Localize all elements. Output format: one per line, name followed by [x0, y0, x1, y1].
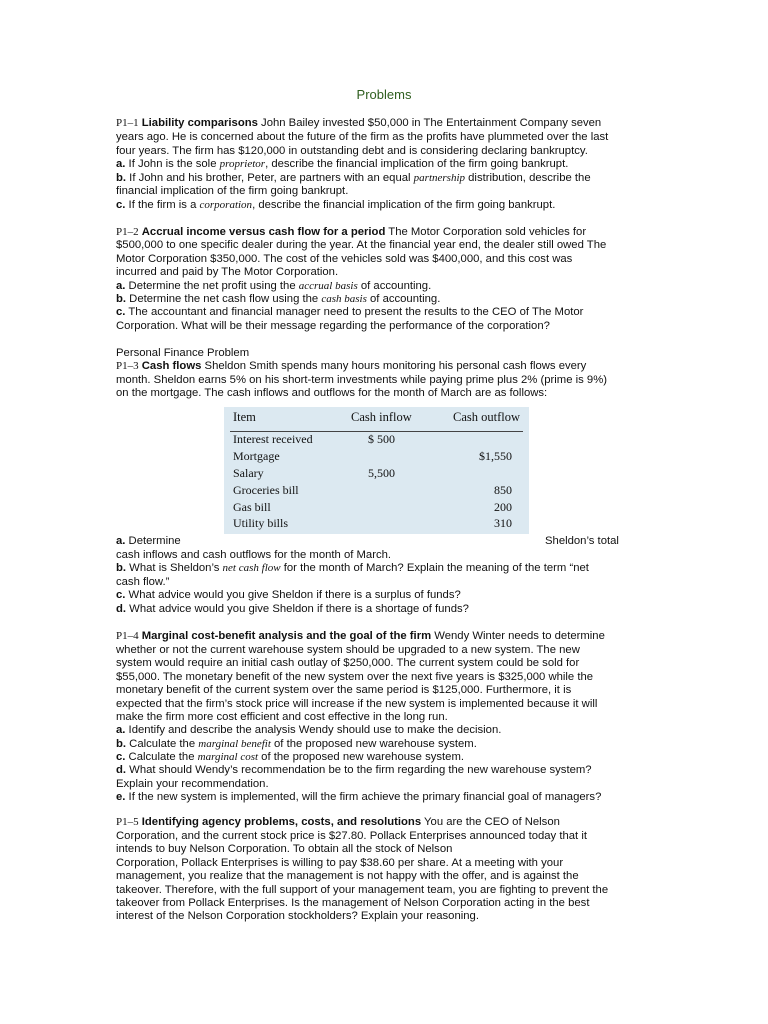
key-term: accrual basis	[298, 280, 358, 292]
problem-3-line-2: month. Sheldon earns 5% on his short-term investments while paying prime plus 2% (prime is 9%)	[116, 374, 608, 386]
question-b	[116, 738, 656, 752]
question-text: Determine the net profit using the	[125, 280, 299, 292]
problem-4-line-4: $55,000. The monetary benefit of the new system over the next five years is $325,000 while the	[116, 671, 594, 683]
question-text: The accountant and financial manager need to present the results to the CEO of The Motor	[125, 306, 584, 318]
table-cell-item: Utility bills	[233, 516, 289, 530]
question-label: a.	[116, 724, 126, 736]
question-a-right: Sheldon’s total	[545, 535, 619, 547]
question-text: of accounting.	[357, 280, 432, 292]
question-label: d.	[116, 764, 127, 776]
question-text: What should Wendy’s recommendation be to the firm regarding the new warehouse system?	[126, 764, 592, 776]
problem-5-line-4: Corporation, Pollack Enterprises is willing to pay $38.60 per share. At a meeting with your	[116, 857, 564, 869]
question-label: c.	[116, 306, 126, 318]
question-c	[116, 306, 656, 320]
problem-1-line-3: four years. The firm has $120,000 in outstanding debt and is considering declaring bankruptcy.	[116, 145, 588, 157]
question-text: , describe the financial implication of the firm going bankrupt.	[252, 199, 556, 211]
problem-1-line-2: years ago. He is concerned about the future of the firm as the profits have plummeted over the last	[116, 131, 609, 143]
table-cell-outflow: $1,550	[479, 449, 512, 463]
question-text: What advice would you give Sheldon if there is a shortage of funds?	[126, 603, 469, 615]
table-cell-outflow: 310	[494, 516, 512, 530]
problem-3-line-1	[116, 360, 656, 374]
question-label: b.	[116, 172, 127, 184]
question-c	[116, 199, 656, 213]
question-label: b.	[116, 738, 127, 750]
question-text: What advice would you give Sheldon if there is a surplus of funds?	[125, 589, 461, 601]
question-label: c.	[116, 751, 126, 763]
question-label: a.	[116, 280, 126, 292]
question-text: If John is the sole	[125, 158, 220, 170]
problem-heading: Liability comparisons	[141, 117, 258, 129]
question-a	[116, 280, 656, 294]
problem-text: The Motor Corporation sold vehicles for	[385, 226, 587, 238]
question-label: e.	[116, 791, 126, 803]
question-label: a.	[116, 535, 126, 547]
problem-5-line-3: intends to buy Nelson Corporation. To obtain all the stock of Nelson	[116, 843, 453, 855]
question-c	[116, 589, 656, 603]
problem-number: P1–3	[116, 360, 139, 372]
question-d-line-2: Explain your recommendation.	[116, 778, 269, 790]
key-term: net cash flow	[222, 562, 281, 574]
table-cell-item: Groceries bill	[233, 483, 299, 497]
question-text: Identify and describe the analysis Wendy should use to make the decision.	[125, 724, 502, 736]
question-text: Calculate the	[125, 751, 198, 763]
table-cell-inflow: $ 500	[368, 432, 395, 446]
problem-number: P1–2	[116, 226, 139, 238]
question-a	[116, 724, 656, 738]
problem-number: P1–4	[116, 630, 139, 642]
problem-number: P1–1	[116, 117, 139, 129]
problem-number: P1–5	[116, 816, 139, 828]
table-cell-item: Salary	[233, 466, 264, 480]
question-c	[116, 751, 656, 765]
question-d	[116, 603, 656, 617]
question-text: If the new system is implemented, will the firm achieve the primary financial goal of managers?	[125, 791, 602, 803]
question-label: c.	[116, 199, 126, 211]
question-b	[116, 172, 656, 186]
question-text: Determine the net cash flow using the	[126, 293, 322, 305]
key-term: partnership	[413, 172, 466, 184]
table-cell-outflow: 200	[494, 500, 512, 514]
question-label: b.	[116, 562, 127, 574]
problem-5-line-5: management, you realize that the management is not happy with the offer, and is against the	[116, 870, 579, 882]
problem-heading: Marginal cost-benefit analysis and the goal of the firm	[141, 630, 432, 642]
question-text: If John and his brother, Peter, are partners with an equal	[126, 172, 414, 184]
question-b-line-2: cash flow.”	[116, 576, 170, 588]
table-header-inflow: Cash inflow	[351, 410, 412, 424]
section-label: Personal Finance Problem	[116, 347, 250, 359]
question-d	[116, 764, 656, 778]
question-text: of the proposed new warehouse system.	[270, 738, 477, 750]
question-label: c.	[116, 589, 126, 601]
problem-4-line-7: make the firm more cost efficient and cost effective in the long run.	[116, 711, 448, 723]
problem-5-line-8: interest of the Nelson Corporation stockholders? Explain your reasoning.	[116, 910, 479, 922]
problem-1-line-1	[116, 117, 656, 131]
problem-heading: Cash flows	[141, 360, 202, 372]
question-text: of the proposed new warehouse system.	[258, 751, 465, 763]
table-cell-inflow: 5,500	[368, 466, 395, 480]
key-term: marginal cost	[197, 751, 259, 763]
question-text: , describe the financial implication of the firm going bankrupt.	[265, 158, 569, 170]
table-cell-outflow: 850	[494, 483, 512, 497]
question-text: If the firm is a	[125, 199, 200, 211]
question-b-line-2: financial implication of the firm going bankrupt.	[116, 185, 349, 197]
problem-text: John Bailey invested $50,000 in The Entertainment Company seven	[257, 117, 602, 129]
question-e	[116, 791, 656, 805]
question-c-line-2: Corporation. What will be their message regarding the performance of the corporation?	[116, 320, 550, 332]
problem-4-line-2: whether or not the current warehouse system should be upgraded to a new system. The new	[116, 644, 580, 656]
key-term: cash basis	[321, 293, 367, 305]
table-cell-item: Gas bill	[233, 500, 271, 514]
problem-heading: Accrual income versus cash flow for a period	[141, 226, 386, 238]
question-text: of accounting.	[366, 293, 441, 305]
problem-heading: Identifying agency problems, costs, and resolutions	[141, 816, 422, 828]
problem-2-line-2: $500,000 to one specific dealer during the year. At the financial year end, the dealer still owed The	[116, 239, 607, 251]
cash-flow-table	[224, 407, 529, 534]
problem-5-line-7: takeover from Pollack Enterprises. Is the management of Nelson Corporation acting in the best	[116, 897, 590, 909]
problem-4-line-3: system would require an initial cash outlay of $250,000. The current system could be sold for	[116, 657, 580, 669]
question-label: d.	[116, 603, 127, 615]
table-header-item: Item	[233, 410, 256, 424]
problem-4-line-6: expected that the firm’s stock price will increase if the new system is implemented because it will	[116, 698, 598, 710]
table-cell-item: Mortgage	[233, 449, 280, 463]
question-text: Calculate the	[126, 738, 199, 750]
question-b	[116, 562, 656, 576]
key-term: corporation	[199, 199, 253, 211]
question-text: for the month of March? Explain the meaning of the term “net	[280, 562, 589, 574]
question-text: distribution, describe the	[465, 172, 591, 184]
problem-5-line-2: Corporation, and the current stock price is $27.80. Pollack Enterprises announced today that it	[116, 830, 587, 842]
key-term: marginal benefit	[198, 738, 271, 750]
page-title: Problems	[356, 87, 412, 102]
problem-2-line-3: Motor Corporation $350,000. The cost of the vehicles sold was $400,000, and this cost was	[116, 253, 573, 265]
problem-2-line-4: incurred and paid by The Motor Corporation.	[116, 266, 339, 278]
problem-4-line-5: monetary benefit of the current system over the same period is $125,000. Furthermore, it is	[116, 684, 572, 696]
problem-3-line-3: on the mortgage. The cash inflows and outflows for the month of March are as follows:	[116, 387, 548, 399]
question-b	[116, 293, 656, 307]
problem-5-line-1	[116, 816, 656, 830]
key-term: proprietor	[219, 158, 266, 170]
question-label: b.	[116, 293, 127, 305]
table-header-outflow: Cash outflow	[453, 410, 521, 424]
question-a	[116, 158, 656, 172]
table-cell-item: Interest received	[233, 432, 313, 446]
question-label: a.	[116, 158, 126, 170]
problem-2-line-1	[116, 226, 656, 240]
problem-text: You are the CEO of Nelson	[421, 816, 560, 828]
question-a-line-2: cash inflows and cash outflows for the month of March.	[116, 549, 392, 561]
question-text: Determine	[125, 535, 181, 547]
problem-text: Sheldon Smith spends many hours monitoring his personal cash flows every	[201, 360, 587, 372]
problem-4-line-1	[116, 630, 656, 644]
problem-text: Wendy Winter needs to determine	[431, 630, 605, 642]
question-text: What is Sheldon’s	[126, 562, 223, 574]
problem-5-line-6: takeover. Therefore, with the full support of your management team, you are fighting to prevent the	[116, 884, 609, 896]
